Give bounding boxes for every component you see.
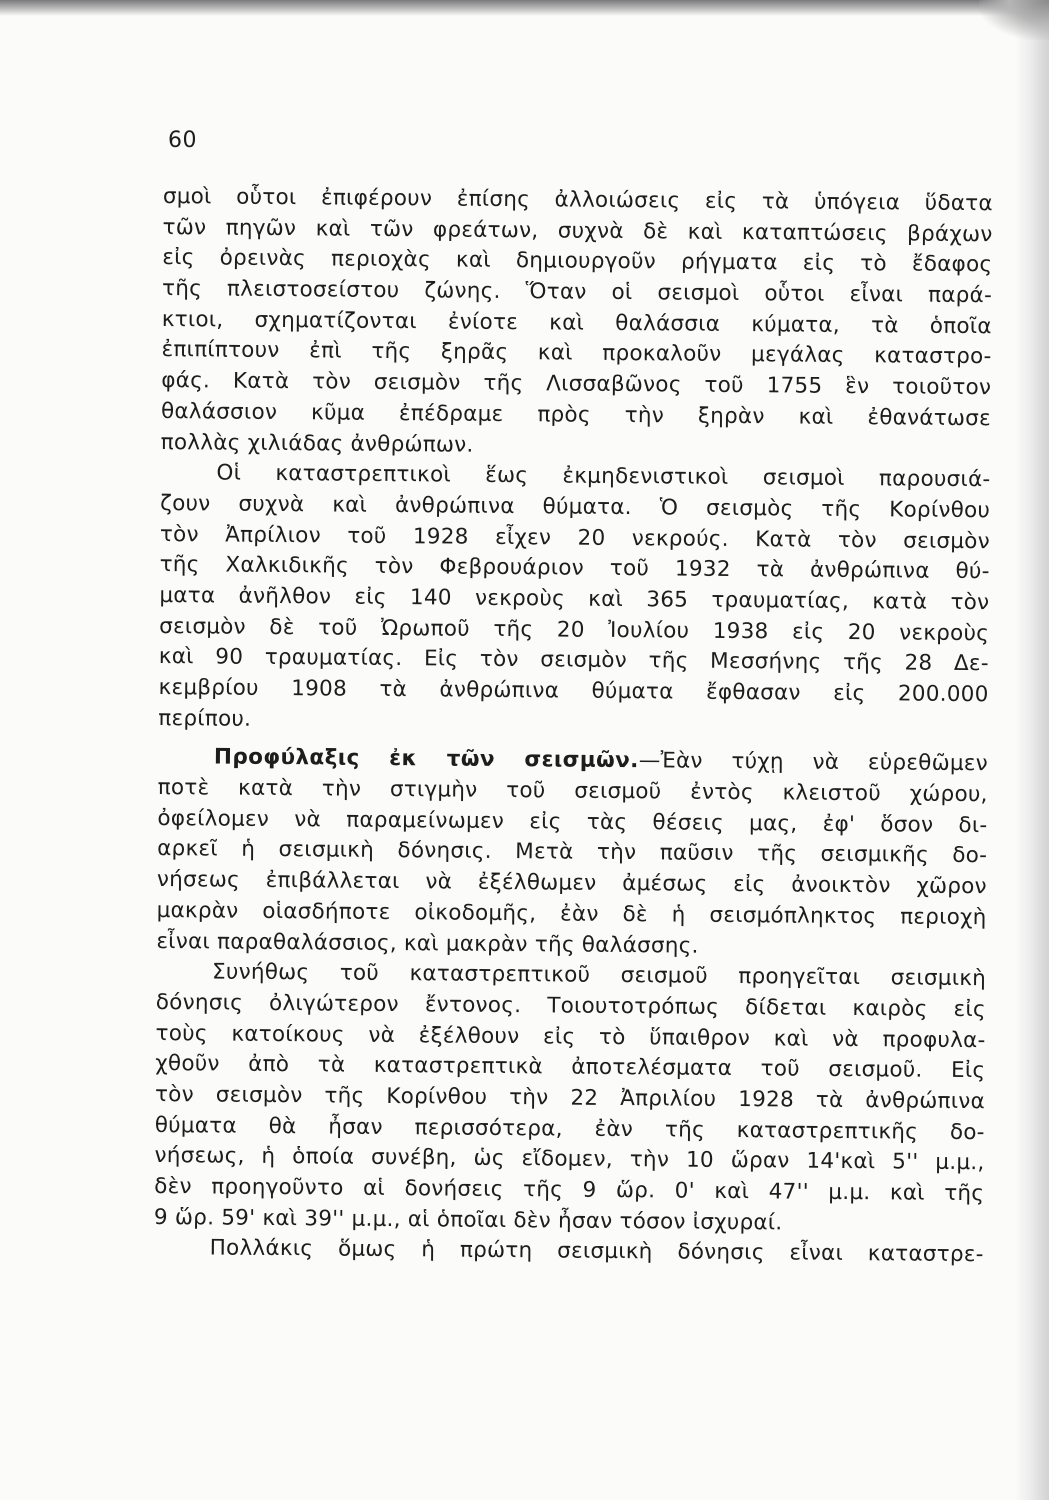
text-line: δὲν προηγοῦντο αἱ δονήσεις τῆς 9 ὥρ. 0' καὶ 47'' μ.μ. καὶ τῆς [154,1173,985,1207]
text-line: ζουν συχνὰ καὶ ἀνθρώπινα θύματα. Ὁ σεισμὸς τῆς Κορίνθου [160,490,991,524]
text-line: αρκεῖ ἡ σεισμικὴ δόνησις. Μετὰ τὴν παῦσιν τῆς σεισμικῆς δο- [157,836,988,869]
text-line: ματα ἀνῆλθον εἰς 140 νεκροὺς καὶ 365 τραυματίας, κατὰ τὸν [159,582,990,616]
text-line: ὀφείλομεν νὰ παραμείνωμεν εἰς τὰς θέσεις μας, ἐφ' ὅσον δι- [157,805,988,838]
page-corner-shadow [979,0,1049,40]
section-heading: Προφύλαξις ἐκ τῶν σεισμῶν. [213,744,639,774]
section-heading-continuation: —Ἐὰν τύχῃ νὰ εὑρεθῶμεν [638,748,989,777]
text-line: Πολλάκις ὅμως ἡ πρώτη σεισμικὴ δόνησις εἶναι καταστρε- [209,1235,984,1268]
paragraph [156,742,988,964]
text-line: δόνησις ὀλιγώτερον ἔντονος. Τοιουτοτρόπως δίδεται καιρὸς εἰς [155,989,986,1023]
text-line: φάς. Κατὰ τὸν σεισμὸν τῆς Λισσαβῶνος τοῦ 1755 ἓν τοιοῦτον [161,368,992,401]
text-line: τὸν σεισμὸν τῆς Κορίνθου τὴν 22 Ἀπριλίου 1928 τὰ ἀνθρώπινα [154,1081,986,1115]
paragraph [154,1233,984,1271]
text-line: σμοὶ οὗτοι ἐπιφέρουν ἐπίσης ἀλλοιώσεις εἰς τὰ ὑπόγεια ὕδατα [162,183,993,217]
text-line: Συνήθως τοῦ καταστρεπτικοῦ σεισμοῦ προηγεῖται σεισμικὴ [211,959,987,992]
page-right-shadow [1015,0,1049,1500]
paragraph [154,957,986,1240]
text-line: τῶν πηγῶν καὶ τῶν φρεάτων, συχνὰ δὲ καὶ καταπτώσεις βράχων [162,214,993,247]
text-line: καὶ 90 τραυματίας. Εἰς τὸν σεισμὸν τῆς Μεσσήνης τῆς 28 Δε- [158,644,989,677]
text-line: ἐπιπίπτουν ἐπὶ τῆς ξηρᾶς καὶ προκαλοῦν μεγάλας καταστρο- [161,337,992,370]
text-line: τῆς Χαλκιδικῆς τὸν Φεβρουάριον τοῦ 1932 τὰ ἀνθρώπινα θύ- [159,552,990,585]
text-line: κτιοι, σχηματίζονται ἐνίοτε καὶ θαλάσσια κύματα, τὰ ὁποῖα [161,306,992,339]
text-line: κεμβρίου 1908 τὰ ἀνθρώπινα θύματα ἔφθασαν εἰς 200.000 [158,674,989,708]
text-line: Οἱ καταστρεπτικοὶ ἕως ἐκμηδενιστικοὶ σεισμοὶ παρουσιά- [216,460,991,493]
text-line: χθοῦν ἀπὸ τὰ καταστρεπτικὰ ἀποτελέσματα τοῦ σεισμοῦ. Εἰς [155,1051,986,1084]
text-line: θαλάσσιον κῦμα ἐπέδραμε πρὸς τὴν ξηρὰν καὶ ἐθανάτωσε [160,398,992,432]
text-line: μακρὰν οἱασδήποτε οἰκοδομῆς, ἐὰν δὲ ἡ σεισμόπληκτος περιοχὴ [156,897,987,931]
text-line: τῆς πλειστοσείστου ζώνης. Ὅταν οἱ σεισμοὶ οὗτοι εἶναι παρά- [161,276,993,309]
text-line: νήσεως, ἡ ὁποία συνέβη, ὡς εἴδομεν, τὴν 10 ὥραν 14'καὶ 5'' μ.μ., [154,1143,985,1176]
paragraph [158,458,990,741]
text-line: εἶναι παραθαλάσσιος, καὶ μακρὰν τῆς θαλάσσης. [156,928,699,959]
text-line: νήσεως ἐπιβάλλεται νὰ ἐξέλθωμεν ἀμέσως εἰς ἀνοικτὸν χῶρον [156,867,987,900]
text-line: τοὺς κατοίκους νὰ ἐξέλθουν εἰς τὸ ὕπαιθρον καὶ νὰ προφυλα- [155,1020,986,1053]
text-line: θύματα θὰ ἦσαν περισσότερα, ἐὰν τῆς καταστρεπτικῆς δο- [154,1112,985,1145]
body-text [154,182,993,1271]
text-line: εἰς ὀρεινὰς περιοχὰς καὶ δημιουργοῦν ρήγματα εἰς τὸ ἔδαφος [162,245,993,278]
text-line: 9 ὥρ. 59' καὶ 39'' μ.μ., αἱ ὁποῖαι δὲν ἦσαν τόσον ἰσχυραί. [153,1204,783,1236]
text-line: ποτὲ κατὰ τὴν στιγμὴν τοῦ σεισμοῦ ἐντὸς κλειστοῦ χώρου, [157,775,988,808]
text-line: τὸν Ἀπρίλιον τοῦ 1928 εἶχεν 20 νεκρούς. Κατὰ τὸν σεισμὸν [159,521,991,554]
text-line: περίπου. [158,705,252,732]
text-line: σεισμὸν δὲ τοῦ Ὠρωποῦ τῆς 20 Ἰουλίου 1938 εἰς 20 νεκροὺς [159,613,990,646]
page-number: 60 [168,128,197,153]
paragraph [161,182,993,465]
page-top-shadow [0,0,1049,16]
text-line: πολλὰς χιλιάδας ἀνθρώπων. [160,429,474,458]
